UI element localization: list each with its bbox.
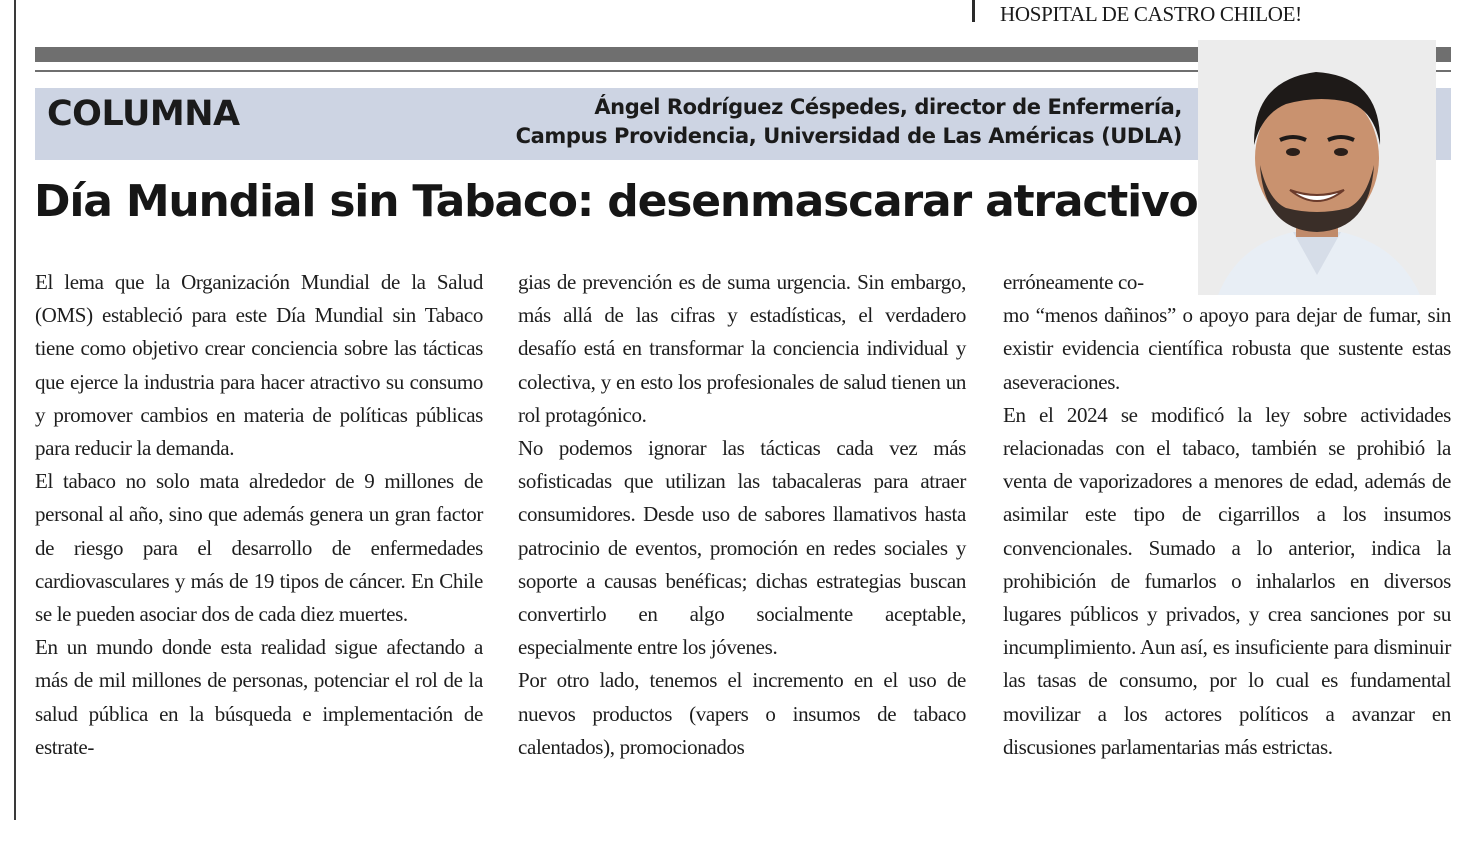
previous-article-headline: HOSPITAL DE CASTRO CHILOE! [1000,2,1302,26]
page-margin-rule [14,0,16,820]
author-line-2: Campus Providencia, Universidad de Las Américas (UDLA) [515,124,1182,148]
author-portrait-icon [1198,40,1436,295]
paragraph: Por otro lado, tenemos el incremento en el uso de nuevos productos (vapers o insumos de tabaco calentados), promocionados [518,668,966,759]
paragraph: mo “menos dañinos” o apoyo para dejar de fumar, sin existir evidencia científica robusta que sustente estas aseveraciones. [1003,303,1451,394]
paragraph: El lema que la Organización Mundial de la Salud (OMS) estableció para este Día Mundial sin Tabaco tiene como objetivo crear conciencia sobre las tácticas que ejerce la industria para hacer atractivo su consumo y promover cambios en materia de políticas públicas para reducir la demanda. [35,270,483,461]
article-column-3 [1003,266,1451,764]
paragraph: erróneamente co- [1003,270,1144,294]
author-line-1: Ángel Rodríguez Céspedes, director de Enfermería, [594,95,1182,119]
paragraph: En un mundo donde esta realidad sigue afectando a más de mil millones de personas, potenciar el rol de la salud pública en la búsqueda e implementación de estrate- [35,635,483,759]
article-headline: Día Mundial sin Tabaco: desenmascarar atractivo [34,176,1198,227]
section-label: COLUMNA [47,94,240,134]
paragraph: El tabaco no solo mata alrededor de 9 millones de personal al año, sino que además genera un gran factor de riesgo para el desarrollo de enfermedades cardiovasculares y más de 19 tipos de cáncer. En Chile se le pueden asociar dos de cada diez muertes. [35,469,483,627]
top-column-divider [972,0,975,22]
author-byline [516,93,1182,151]
author-photo [1198,40,1436,295]
paragraph: gias de prevención es de suma urgencia. Sin embargo, más allá de las cifras y estadísticas, el verdadero desafío está en transformar la conciencia individual y colectiva, y en esto los profesionales de salud tienen un rol protagónico. [518,270,966,427]
article-column-1 [35,266,483,764]
paragraph: En el 2024 se modificó la ley sobre actividades relacionadas con el tabaco, también se prohibió la venta de vaporizadores a menores de edad, además de asimilar este tipo de cigarrillos a los insumos convencionales. Sumado a lo anterior, indica la prohibición de fumarlos o inhalarlos en diversos lugares públicos y privados, y crea sanciones por su incumplimiento. Aun así, es insuficiente para disminuir las tasas de consumo, por lo cual es fundamental movilizar a los actores políticos a avanzar en discusiones parlamentarias más estrictas. [1003,402,1451,759]
paragraph: No podemos ignorar las tácticas cada vez más sofisticadas que utilizan las tabacaleras para atraer consumidores. Desde uso de sabores llamativos hasta patrocinio de eventos, promoción en redes sociales y soporte a causas benéficas; dichas estrategias buscan convertirlo en algo socialmente aceptable, especialmente entre los jóvenes. [518,436,966,660]
article-column-2 [518,266,966,764]
